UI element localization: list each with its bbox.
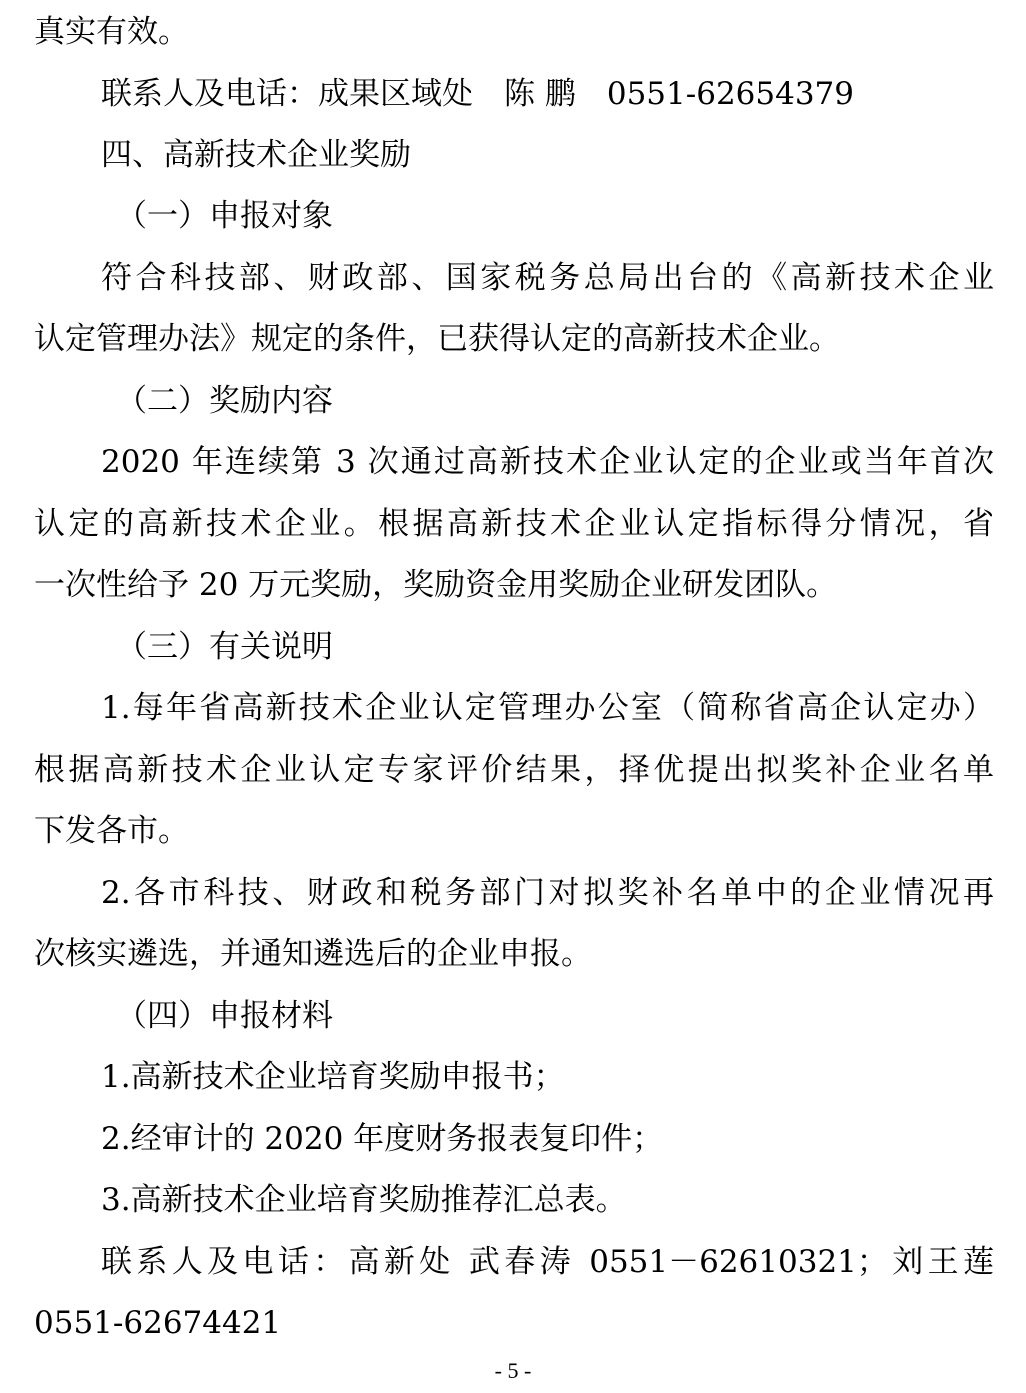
contact-line-hightech: 联系人及电话：高新处 武春涛 0551－62610321；刘王莲 (101, 1244, 994, 1280)
paragraph-line: 一次性给予 20 万元奖励，奖励资金用奖励企业研发团队。 (34, 567, 838, 603)
paragraph-line: 符合科技部、财政部、国家税务总局出台的《高新技术企业 (101, 260, 994, 296)
paragraph-line: 根据高新技术企业认定专家评价结果，择优提出拟奖补企业名单 (34, 752, 994, 788)
paragraph-line: 下发各市。 (34, 813, 189, 849)
list-item: 3.高新技术企业培育奖励推荐汇总表。 (101, 1182, 627, 1218)
paragraph-line: 2.各市科技、财政和税务部门对拟奖补名单中的企业情况再 (101, 875, 994, 911)
paragraph-continuation: 真实有效。 (34, 14, 189, 50)
subheading-reward: （二）奖励内容 (116, 383, 333, 419)
subheading-notes: （三）有关说明 (116, 629, 333, 665)
list-item: 1.高新技术企业培育奖励申报书； (101, 1059, 565, 1095)
paragraph-line: 认定管理办法》规定的条件，已获得认定的高新技术企业。 (34, 321, 840, 357)
paragraph-line: 1.每年省高新技术企业认定管理办公室（简称省高企认定办） (101, 690, 994, 726)
section-heading: 四、高新技术企业奖励 (101, 137, 411, 173)
subheading-applicants: （一）申报对象 (116, 198, 333, 234)
list-item: 2.经审计的 2020 年度财务报表复印件； (101, 1121, 664, 1157)
paragraph-line: 认定的高新技术企业。根据高新技术企业认定指标得分情况，省 (34, 506, 994, 542)
contact-phone: 0551-62674421 (34, 1305, 282, 1341)
paragraph-line: 次核实遴选，并通知遴选后的企业申报。 (34, 936, 592, 972)
contact-line-achievements: 联系人及电话：成果区域处 陈 鹏 0551-62654379 (101, 76, 855, 112)
subheading-materials: （四）申报材料 (116, 998, 333, 1034)
page-number: - 5 - (494, 1358, 532, 1383)
paragraph-line: 2020 年连续第 3 次通过高新技术企业认定的企业或当年首次 (101, 444, 994, 480)
